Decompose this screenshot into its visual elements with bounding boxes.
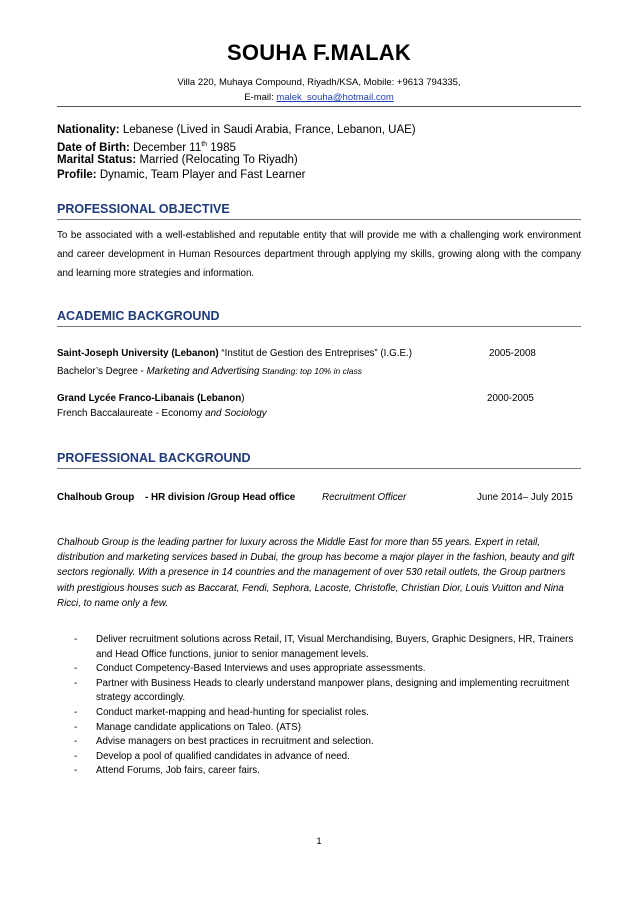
education-degree [57,366,362,377]
bullet-dash: - [74,736,78,748]
job-company-line [57,492,295,503]
nationality-label: Nationality: [57,124,120,136]
bullet-dash: - [74,721,78,733]
academic-rule [57,326,581,327]
job-dates: June 2014– July 2015 [477,492,573,503]
list-item [60,633,580,662]
bullet-dash: - [74,706,78,718]
job-company: Chalhoub Group [57,492,135,503]
list-item [60,662,580,677]
degree-major: Marketing and Advertising [146,366,260,377]
bullet-dash: - [74,765,78,777]
list-item-text: Conduct Competency-Based Interviews and uses appropriate assessments. [96,663,426,675]
degree-note: Standing: top 10% in class [259,366,362,376]
job-division: - HR division /Group Head office [145,492,296,503]
list-item-text: Deliver recruitment solutions across Retail, IT, Visual Merchandising, Buyers, Graphic Designers, HR, Trainers and Head Office functions, junior to senior management levels. [96,634,574,660]
education-dates: 2005-2008 [489,348,536,359]
bullet-dash: - [74,677,78,689]
list-item [60,764,580,779]
address-line: Villa 220, Muhaya Compound, Riyadh/KSA, Mobile: +9613 794335, [177,77,461,88]
bullet-dash: - [74,634,78,645]
list-item [60,721,580,736]
degree-name: Bachelor’s Degree - [57,366,147,377]
dob-year: 1985 [207,141,236,154]
marital-label: Marital Status: [57,154,137,166]
school-name: Saint-Joseph University (Lebanon) [57,348,219,359]
school-name: Grand Lycée Franco-Libanais (Lebanon [57,393,242,404]
objective-text: To be associated with a well-established and reputable entity that will provide me with a challenging work environment and career development in Human Resources department through applying my skills, growing along with the company and learning more strategies and information. [57,230,581,279]
dob-label: Date of Birth: [57,141,130,154]
list-item [60,706,580,721]
education-degree [57,408,267,419]
list-item-text: Develop a pool of qualified candidates in advance of need. [96,750,350,762]
list-item-text: Conduct market-mapping and head-hunting for specialist roles. [96,706,369,718]
nationality-value: Lebanese (Lived in Saudi Arabia, France, Lebanon, UAE) [119,124,416,136]
school-detail: “Institut de Gestion des Entreprises” (I.G.E.) [218,348,412,359]
profile-value: Dynamic, Team Player and Fast Learner [96,169,306,181]
degree-name: French Baccalaureate - Economy [57,408,206,419]
objective-title: PROFESSIONAL OBJECTIVE [57,202,230,216]
profile-label: Profile: [57,169,97,181]
list-item [60,735,580,750]
responsibilities-list [60,633,580,779]
email-line [0,92,638,103]
email-label: E-mail: [244,92,277,103]
list-item-text: Manage candidate applications on Taleo. (ATS) [96,721,301,733]
professional-rule [57,468,581,469]
education-school [57,393,244,404]
school-detail: ) [241,393,245,404]
dob-value: December 11 [129,141,202,154]
page-number: 1 [316,836,322,847]
profile-line [57,167,305,183]
education-dates: 2000-2005 [487,393,534,404]
bullet-dash: - [74,750,78,762]
list-item-text: Partner with Business Heads to clearly understand manpower plans, designing and implementing recruitment strategy accordingly. [96,677,570,704]
professional-title: PROFESSIONAL BACKGROUND [57,451,251,465]
candidate-name: SOUHA F.MALAK [227,40,411,65]
dob-superscript: th [201,141,208,148]
list-item-text: Attend Forums, Job fairs, career fairs. [96,765,260,777]
list-item [60,677,580,706]
objective-rule [57,219,581,220]
marital-line [57,152,298,168]
degree-major: and Sociology [205,408,267,419]
list-item-text: Advise managers on best practices in recruitment and selection. [96,736,374,748]
nationality-line [57,122,416,138]
list-item [60,750,580,765]
header-divider [57,106,581,107]
academic-title: ACADEMIC BACKGROUND [57,309,220,323]
marital-value: Married (Relocating To Riyadh) [136,154,298,166]
company-description: Chalhoub Group is the leading partner for luxury across the Middle East for more than 55 years. Expert in retail, distribution and marketing services based in Dubai, the group has become a major player in the fashion, beauty and gift sectors regionally. With a presence in 14 countries and the management of over 530 retail outlets, the Group partners with prestigious houses such as Baccarat, Fendi, Sephora, Lacoste, Christofle, Christian Dior, Louis Vuitton and Nina Ricci, to name only a few. [57,537,575,609]
bullet-dash: - [74,663,78,675]
job-role: Recruitment Officer [322,492,407,503]
education-school [57,348,412,359]
email-link[interactable]: malek_souha@hotmail.com [276,92,394,103]
